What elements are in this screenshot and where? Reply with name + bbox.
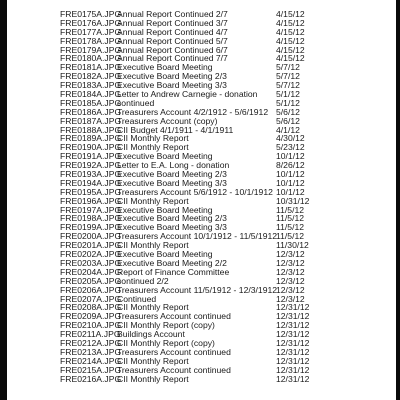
file-name: FRE0179A.JPG xyxy=(60,44,122,55)
file-date: 5/1/12 xyxy=(276,97,300,108)
file-date: 12/31/12 xyxy=(276,311,310,322)
file-name: FRE0210A.JPG xyxy=(60,320,122,331)
file-description: Executive Board Meeting 2/3 xyxy=(117,213,227,224)
file-date: 5/6/12 xyxy=(276,106,300,117)
file-date: 12/3/12 xyxy=(276,284,305,295)
file-name: FRE0208A.JPG xyxy=(60,302,122,313)
file-date: 10/1/12 xyxy=(276,151,305,162)
file-description: Executive Board Meeting 3/3 xyxy=(117,177,227,188)
file-description: Executive Board Meeting 2/3 xyxy=(117,169,227,180)
file-description: Treasurers Account 4/2/1912 - 5/6/1912 xyxy=(117,106,269,117)
file-name: FRE0186A.JPG xyxy=(60,106,122,117)
file-description: Annual Report Continued 6/7 xyxy=(117,44,228,55)
file-description: Treasurers Account 10/1/1912 - 11/5/1912 xyxy=(117,231,278,242)
file-name: FRE0199A.JPG xyxy=(60,222,122,233)
file-name: FRE0180A.JPG xyxy=(60,53,122,64)
file-date: 4/15/12 xyxy=(276,44,305,55)
file-description: Executive Board Meeting 2/3 xyxy=(117,71,227,82)
file-description: CII Budget 4/1/1911 - 4/1/1911 xyxy=(117,124,234,135)
file-description: Continued xyxy=(117,293,157,304)
file-description: CII Monthly Report xyxy=(117,142,189,153)
file-date: 12/31/12 xyxy=(276,373,310,384)
file-date: 4/15/12 xyxy=(276,26,305,37)
file-description: Annual Report Continued 2/7 xyxy=(117,9,228,19)
file-description: Executive Board Meeting 3/3 xyxy=(117,222,227,233)
file-name: FRE0189A.JPG xyxy=(60,133,122,144)
file-description: CII Monthly Report xyxy=(117,302,189,313)
file-date: 12/31/12 xyxy=(276,355,310,366)
file-description: CII Monthly Report xyxy=(117,355,189,366)
file-date: 5/7/12 xyxy=(276,71,300,82)
file-description: CII Monthly Report xyxy=(117,133,189,144)
file-date: 4/1/12 xyxy=(276,124,300,135)
file-date: 4/15/12 xyxy=(276,35,305,46)
file-list xyxy=(60,10,380,383)
file-description: Executive Board Meeting xyxy=(117,249,213,260)
file-description: Executive Board Meeting 3/3 xyxy=(117,80,227,91)
file-description: Report of Finance Committee xyxy=(117,266,230,277)
file-name: FRE0182A.JPG xyxy=(60,71,122,82)
file-description: Treasurers Account continued xyxy=(117,311,231,322)
file-date: 12/31/12 xyxy=(276,346,310,357)
file-description: CII Monthly Report xyxy=(117,195,189,206)
file-name: FRE0198A.JPG xyxy=(60,213,122,224)
file-name: FRE0195A.JPG xyxy=(60,186,122,197)
file-description: Executive Board Meeting 2/2 xyxy=(117,257,227,268)
file-date: 12/3/12 xyxy=(276,275,305,286)
file-name: FRE0188A.JPG xyxy=(60,124,122,135)
file-name: FRE0197A.JPG xyxy=(60,204,122,215)
file-date: 11/30/12 xyxy=(276,240,309,251)
file-name: FRE0191A.JPG xyxy=(60,151,122,162)
file-date: 12/3/12 xyxy=(276,293,305,304)
file-date: 11/5/12 xyxy=(276,204,305,215)
file-date: 4/15/12 xyxy=(276,9,305,19)
file-name: FRE0175A.JPG xyxy=(60,9,122,19)
file-description: Letter to E.A. Long - donation xyxy=(117,160,230,171)
file-name: FRE0190A.JPG xyxy=(60,142,122,153)
file-date: 4/30/12 xyxy=(276,133,305,144)
file-name: FRE0215A.JPG xyxy=(60,364,122,375)
file-name: FRE0201A.JPG xyxy=(60,240,122,251)
file-name: FRE0178A.JPG xyxy=(60,35,122,46)
file-description: Treasurers Account continued xyxy=(117,364,231,375)
file-date: 4/15/12 xyxy=(276,53,305,64)
file-description: Annual Report Continued 5/7 xyxy=(117,35,228,46)
scan-border-right xyxy=(396,0,400,400)
file-date: 5/7/12 xyxy=(276,80,300,91)
file-description: Treasurers Account 11/5/1912 - 12/3/1912 xyxy=(117,284,278,295)
file-description: Executive Board Meeting xyxy=(117,62,213,73)
file-description: Annual Report Continued 3/7 xyxy=(117,17,228,28)
file-date: 4/15/12 xyxy=(276,17,305,28)
file-description: CII Monthly Report (copy) xyxy=(117,320,215,331)
file-description: continued 2/2 xyxy=(117,275,169,286)
file-date: 12/31/12 xyxy=(276,302,310,313)
file-name: FRE0212A.JPG xyxy=(60,337,122,348)
file-date: 10/1/12 xyxy=(276,177,305,188)
file-name: FRE0200A.JPG xyxy=(60,231,122,242)
file-description: continued xyxy=(117,97,155,108)
file-date: 11/5/12 xyxy=(276,213,305,224)
file-name: FRE0181A.JPG xyxy=(60,62,122,73)
file-date: 5/7/12 xyxy=(276,62,300,73)
file-date: 12/31/12 xyxy=(276,329,310,340)
file-date: 5/23/12 xyxy=(276,142,305,153)
file-name: FRE0206A.JPG xyxy=(60,284,122,295)
file-description: Executive Board Meeting xyxy=(117,151,213,162)
file-description: Executive Board Meeting xyxy=(117,204,213,215)
file-date: 5/1/12 xyxy=(276,89,300,100)
file-name: FRE0183A.JPG xyxy=(60,80,122,91)
file-name: FRE0204A.JPG xyxy=(60,266,122,277)
file-date: 10/31/12 xyxy=(276,195,310,206)
file-date: 12/3/12 xyxy=(276,257,305,268)
file-description: Letter to Andrew Carnegie - donation xyxy=(117,89,258,100)
file-description: Buildings Account xyxy=(117,329,185,340)
file-date: 12/31/12 xyxy=(276,320,310,331)
file-description: Annual Report Continued 4/7 xyxy=(117,26,228,37)
file-name: FRE0213A.JPG xyxy=(60,346,122,357)
file-date: 11/5/12 xyxy=(276,231,305,242)
file-date: 10/1/12 xyxy=(276,169,305,180)
file-name: FRE0184A.JPG xyxy=(60,89,122,100)
file-date: 12/31/12 xyxy=(276,337,310,348)
file-name: FRE0211A.JPG xyxy=(60,329,121,340)
scan-border-left xyxy=(0,0,7,400)
file-name: FRE0194A.JPG xyxy=(60,177,122,188)
file-name: FRE0185A.JPG xyxy=(60,97,122,108)
list-item xyxy=(60,375,380,384)
file-description: Treasurers Account continued xyxy=(117,346,231,357)
file-name: FRE0202A.JPG xyxy=(60,249,122,260)
file-name: FRE0207A.JPG xyxy=(60,293,122,304)
file-description: Annual Report Continued 7/7 xyxy=(117,53,228,64)
file-date: 11/5/12 xyxy=(276,222,305,233)
file-date: 8/26/12 xyxy=(276,160,305,171)
file-name: FRE0196A.JPG xyxy=(60,195,122,206)
file-date: 10/1/12 xyxy=(276,186,305,197)
file-description: Treasurers Account (copy) xyxy=(117,115,218,126)
file-name: FRE0205A.JPG xyxy=(60,275,122,286)
file-name: FRE0203A.JPG xyxy=(60,257,122,268)
file-name: FRE0177A.JPG xyxy=(60,26,122,37)
file-description: CII Monthly Report (copy) xyxy=(117,337,215,348)
file-description: CII Monthly Report xyxy=(117,240,189,251)
file-date: 5/6/12 xyxy=(276,115,300,126)
file-name: FRE0193A.JPG xyxy=(60,169,122,180)
file-name: FRE0209A.JPG xyxy=(60,311,122,322)
file-description: CII Monthly Report xyxy=(117,373,189,384)
file-name: FRE0216A.JPG xyxy=(60,373,122,384)
file-name: FRE0192A.JPG xyxy=(60,160,122,171)
file-date: 12/3/12 xyxy=(276,266,305,277)
file-name: FRE0176A.JPG xyxy=(60,17,122,28)
file-name: FRE0214A.JPG xyxy=(60,355,122,366)
file-date: 12/3/12 xyxy=(276,249,305,260)
file-name: FRE0187A.JPG xyxy=(60,115,122,126)
file-description: Treasurers Account 5/6/1912 - 10/1/1912 xyxy=(117,186,273,197)
file-date: 12/31/12 xyxy=(276,364,310,375)
